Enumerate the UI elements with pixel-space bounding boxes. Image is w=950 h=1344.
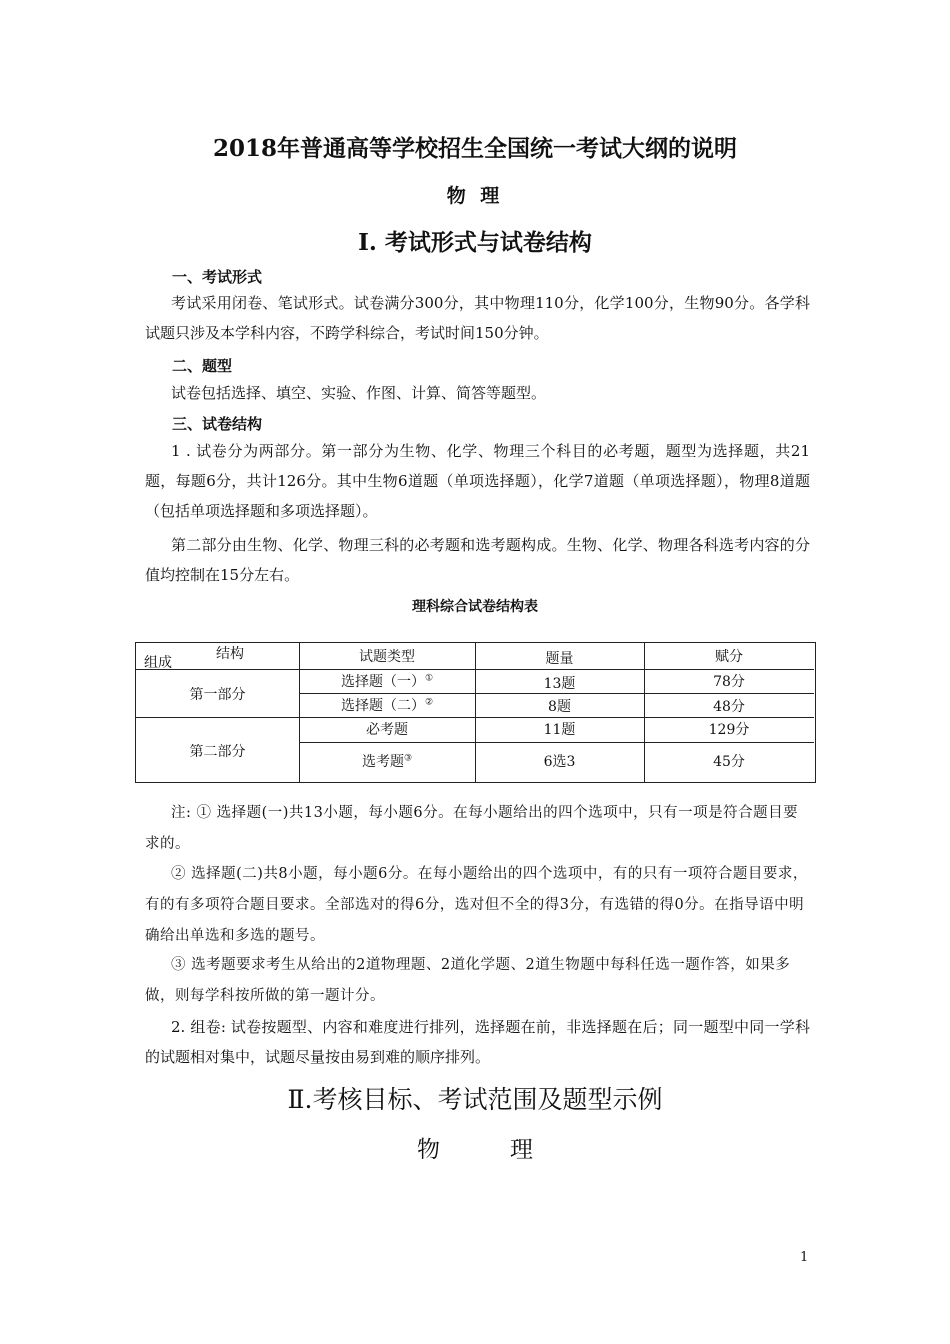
header-type: 试题类型 xyxy=(359,649,415,665)
question-types-text: 试卷包括选择、填空、实验、作图、计算、简答等题型。 xyxy=(171,384,547,402)
row2-count: 8题 xyxy=(548,699,571,715)
section2-subject: 物理 xyxy=(417,1137,603,1163)
note-1: 注: ① 选择题(一)共13小题，每小题6分。在每小题给出的四个选项中，只有一项是符合题目要求的。 xyxy=(145,805,799,852)
document-title: 2018年普通高等学校招生全国统一考试大纲的说明 xyxy=(212,135,737,162)
row2-score: 48分 xyxy=(713,699,745,715)
part2-label: 第二部分 xyxy=(189,744,246,760)
row1-type: 选择题（一）① xyxy=(340,673,434,690)
paper-structure-p2: 第二部分由生物、化学、物理三科的必考题和选考题构成。生物、化学、物理各科选考内容的分值均控制在15分左右。 xyxy=(145,536,810,584)
paper-structure-heading: 三、试卷结构 xyxy=(172,415,263,433)
page-number: 1 xyxy=(800,1250,809,1265)
exam-format-heading: 一、考试形式 xyxy=(172,268,263,286)
row2-footnote-mark: ② xyxy=(424,697,434,708)
row4-count: 6选3 xyxy=(543,754,576,770)
subject-title: 物 理 xyxy=(446,185,504,207)
section1-title: I. 考试形式与试卷结构 xyxy=(358,229,592,256)
exam-format-text: 考试采用闭卷、笔试形式。试卷满分300分，其中物理110分，化学100分，生物90分。各学科试题只涉及本学科内容，不跨学科综合，考试时间150分钟。 xyxy=(145,294,810,342)
note-3: ③ 选考题要求考生从给出的2道物理题、2道化学题、2道生物题中每科任选一题作答，如果多做，则每学科按所做的第一题计分。 xyxy=(145,957,791,1004)
structure-table xyxy=(135,642,816,783)
row1-score: 78分 xyxy=(713,674,745,690)
note-2: ② 选择题(二)共8小题，每小题6分。在每小题给出的四个选项中，有的只有一项符合题目要求，有的有多项符合题目要求。全部选对的得6分，选对但不全的得3分，有选错的得0分。在指导语中明确给出单选和多选的题号。 xyxy=(145,866,808,944)
paper-structure-p1: 1 . 试卷分为两部分。第一部分为生物、化学、物理三个科目的必考题，题型为选择题，共21题，每题6分，共计126分。其中生物6道题（单项选择题），化学7道题（单项选择题），物理8道题（包括单项选择题和多项选择题）。 xyxy=(145,442,810,520)
assembly-paragraph: 2. 组卷: 试卷按题型、内容和难度进行排列，选择题在前，非选择题在后；同一题型中同一学科的试题相对集中，试题尽量按由易到难的顺序排列。 xyxy=(145,1018,810,1066)
corner-composition-label: 组成 xyxy=(144,655,172,671)
row2-type: 选择题（二）② xyxy=(340,697,434,714)
row3-type: 必考题 xyxy=(366,722,408,738)
table-title: 理科综合试卷结构表 xyxy=(412,599,538,615)
part1-label: 第一部分 xyxy=(189,687,246,703)
header-score: 赋分 xyxy=(715,649,743,665)
row1-footnote-mark: ① xyxy=(424,673,434,684)
row3-score: 129分 xyxy=(708,722,750,738)
row1-count: 13题 xyxy=(543,676,576,692)
section2-title: Ⅱ.考核目标、考试范围及题型示例 xyxy=(287,1085,663,1114)
row4-type: 选考题③ xyxy=(361,753,413,770)
question-types-heading: 二、题型 xyxy=(172,357,233,375)
header-count: 题量 xyxy=(545,651,574,667)
corner-structure-label: 结构 xyxy=(216,646,244,662)
row4-score: 45分 xyxy=(713,754,745,770)
row3-count: 11题 xyxy=(543,722,576,738)
row4-footnote-mark: ③ xyxy=(403,753,413,764)
